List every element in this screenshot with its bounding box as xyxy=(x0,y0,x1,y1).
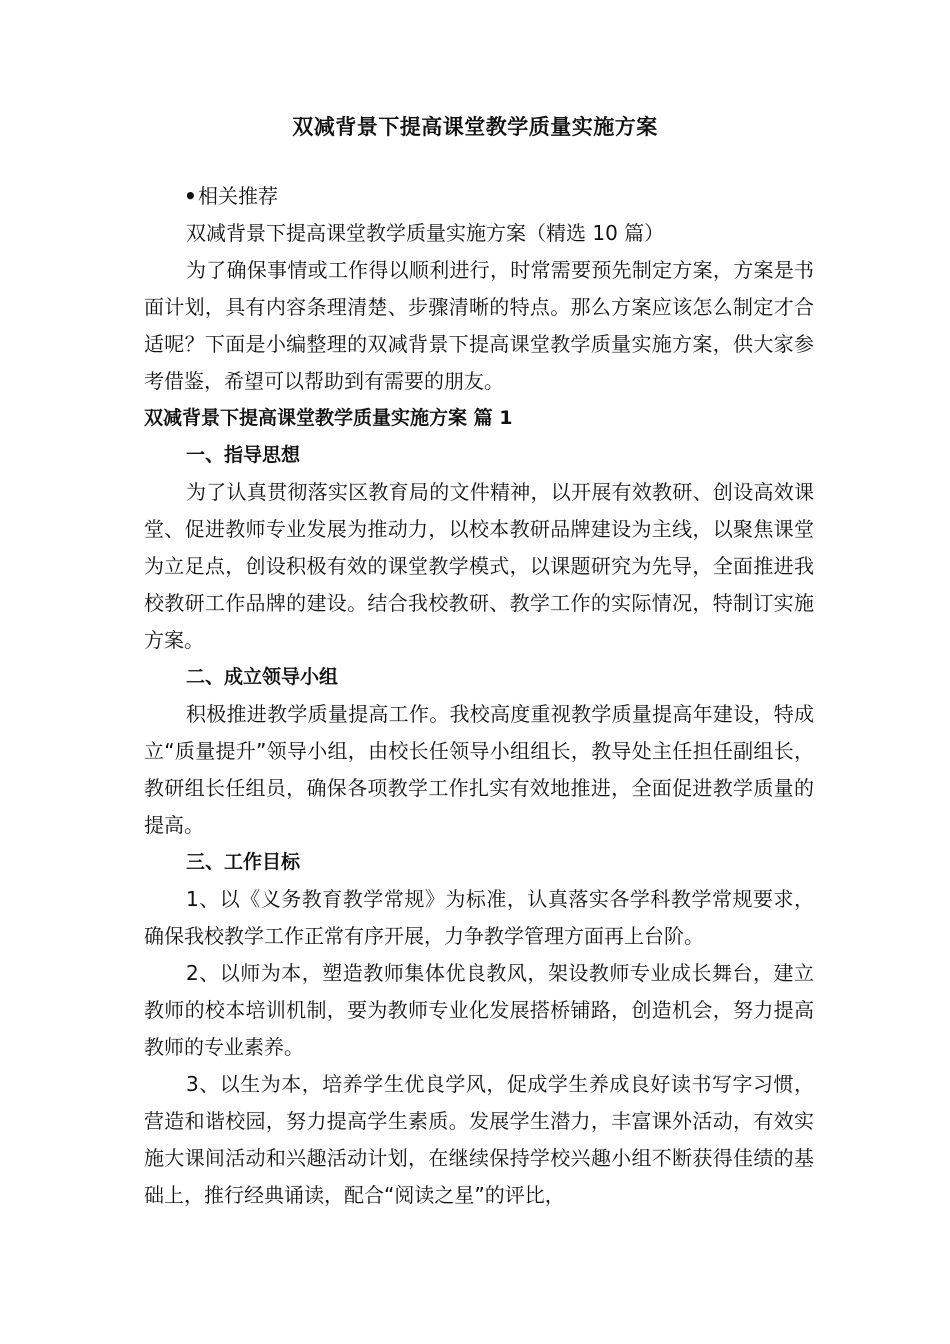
heading-leadership-group: 二、成立领导小组 xyxy=(186,666,339,688)
heading-guiding-ideology: 一、指导思想 xyxy=(186,444,301,466)
document-body xyxy=(144,178,814,1214)
paragraph-leadership-group: 积极推进教学质量提高工作。我校高度重视教学质量提高年建设，特成立“质量提升”领导小组，由校长任领导小组组长，教导处主任担任副组长，教研组长任组员，确保各项教学工作扎实有效地推进，全面促进教学质量的提高。 xyxy=(144,702,814,837)
goal-item-3: 3、以生为本，培养学生优良学风，促成学生养成良好读书写字习惯，营造和谐校园，努力提高学生素质。发展学生潜力，丰富课外活动，有效实施大课间活动和兴趣活动计划，在继续保持学校兴趣小组不断获得佳绩的基础上，推行经典诵读，配合“阅读之星”的评比， xyxy=(144,1072,814,1207)
related-label: 相关推荐 xyxy=(198,184,278,208)
related-title: 双减背景下提高课堂教学质量实施方案（精选 10 篇） xyxy=(186,221,665,245)
bullet-icon: • xyxy=(184,184,197,208)
paragraph-guiding-ideology: 为了认真贯彻落实区教育局的文件精神，以开展有效教研、创设高效课堂、促进教师专业发展为推动力，以校本教研品牌建设为主线，以聚焦课堂为立足点，创设积极有效的课堂教学模式，以课题研究为先导，全面推进我校教研工作品牌的建设。结合我校教研、教学工作的实际情况，特制订实施方案。 xyxy=(144,480,814,652)
heading-work-goals: 三、工作目标 xyxy=(186,851,301,873)
section-title: 双减背景下提高课堂教学质量实施方案 篇 1 xyxy=(144,407,513,429)
goal-item-1: 1、以《义务教育教学常规》为标准，认真落实各学科教学常规要求，确保我校教学工作正常有序开展，力争教学管理方面再上台阶。 xyxy=(144,887,814,948)
goal-item-2: 2、以师为本，塑造教师集体优良教风，架设教师专业成长舞台，建立教师的校本培训机制，要为教师专业化发展搭桥铺路，创造机会，努力提高教师的专业素养。 xyxy=(144,961,814,1059)
document-title: 双减背景下提高课堂教学质量实施方案 xyxy=(292,115,658,139)
related-recommendation xyxy=(144,178,814,215)
intro-paragraph: 为了确保事情或工作得以顺利进行，时常需要预先制定方案，方案是书面计划，具有内容条理清楚、步骤清晰的特点。那么方案应该怎么制定才合适呢？下面是小编整理的双减背景下提高课堂教学质量实施方案，供大家参考借鉴，希望可以帮助到有需要的朋友。 xyxy=(144,258,814,393)
